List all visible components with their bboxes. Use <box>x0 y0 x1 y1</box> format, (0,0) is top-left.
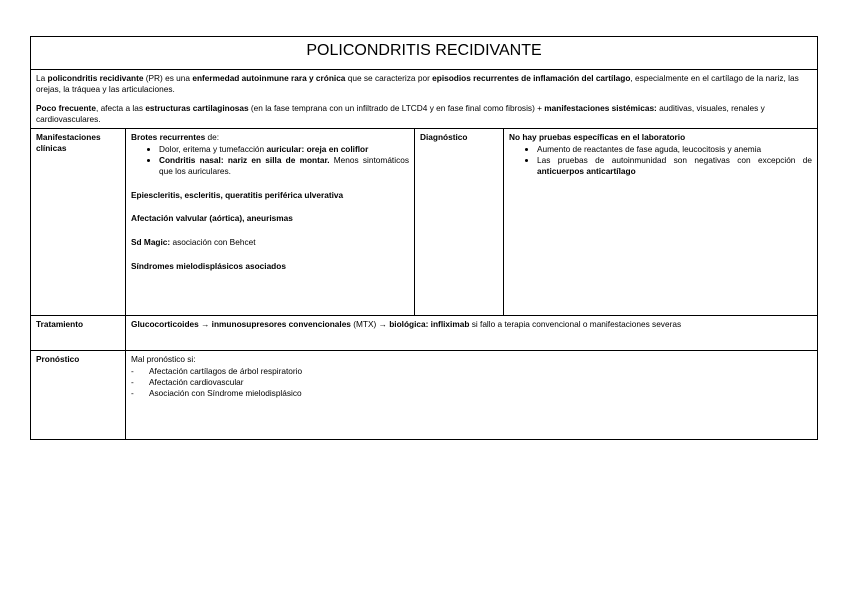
bold-text: policondritis recidivante <box>47 73 144 83</box>
tratamiento-row <box>31 315 818 350</box>
text: si fallo a terapia convencional o manifestaciones severas <box>469 318 682 329</box>
tratamiento-label: Tratamiento <box>31 315 126 350</box>
intro-cell <box>31 70 818 129</box>
text: Las pruebas de autoinmunidad son negativas con excepción de <box>537 154 813 165</box>
intro-row <box>31 70 818 129</box>
manifestaciones-content <box>126 128 415 315</box>
bold-text: Síndromes mielodisplásicos asociados <box>131 261 286 272</box>
text: Aumento de reactantes de fase aguda, leucocitosis y anemia <box>537 143 762 154</box>
list-item: - Afectación cardiovascular <box>149 377 812 388</box>
bold-text: → biológica: infliximab <box>378 318 470 329</box>
bold-text: episodios recurrentes de inflamación del cartílago <box>432 73 631 83</box>
pronostico-list <box>131 366 812 399</box>
bold-text: Sd Magic: <box>131 237 171 248</box>
epiescleritis-line <box>131 190 409 201</box>
pronostico-intro: Mal pronóstico si: <box>131 353 196 364</box>
policondritis-table <box>30 36 818 440</box>
bold-text: No hay pruebas específicas en el laboratorio <box>509 131 686 142</box>
bold-text: auricular: oreja en coliflor <box>266 143 369 154</box>
document-title: POLICONDRITIS RECIDIVANTE <box>31 37 818 70</box>
diagnostico-label: Diagnóstico <box>415 128 504 315</box>
manifestaciones-row <box>31 128 818 315</box>
pronostico-label: Pronóstico <box>31 350 126 439</box>
text: (PR) es una <box>143 73 193 83</box>
tratamiento-content <box>126 315 818 350</box>
bold-text: Glucocorticoides → inmunosupresores convencionales <box>131 318 351 329</box>
list-item <box>537 155 812 177</box>
text: (en la fase temprana con un infiltrado de LTCD4 y en fase final como fibrosis) + <box>248 102 545 113</box>
diagnostico-list <box>509 144 812 177</box>
intro-paragraph-1 <box>36 73 812 95</box>
list-item <box>537 144 812 155</box>
text: que se caracteriza por <box>345 73 433 83</box>
diagnostico-heading <box>509 132 812 143</box>
text: Dolor, eritema y tumefacción <box>159 143 267 154</box>
text: , afecta a las <box>95 102 146 113</box>
brotes-line <box>131 132 409 143</box>
intro-paragraph-2 <box>36 103 812 125</box>
bold-text: Afectación valvular (aórtica), aneurismas <box>131 213 293 224</box>
text: Menos sintomáticos que los auriculares. <box>159 154 409 176</box>
list-item: - Afectación cartílagos de árbol respiratorio <box>149 366 812 377</box>
pronostico-row <box>31 350 818 439</box>
diagnostico-content <box>504 128 818 315</box>
bold-text: Brotes recurrentes <box>131 131 206 142</box>
text: asociación con Behcet <box>170 237 256 248</box>
sindromes-line <box>131 261 409 272</box>
bold-text: Condritis nasal: nariz en silla de montar. <box>159 154 330 165</box>
bold-text: estructuras cartilaginosas <box>145 102 249 113</box>
bold-text: manifestaciones sistémicas: <box>544 102 657 113</box>
list-item <box>159 155 409 177</box>
bold-text: Epiescleritis, escleritis, queratitis periférica ulverativa <box>131 189 344 200</box>
bold-text: anticuerpos anticartílago <box>537 165 636 176</box>
sd-magic-line <box>131 237 409 248</box>
text: (MTX) <box>350 318 379 329</box>
bold-text: Poco frecuente <box>36 102 96 113</box>
text: , especialmente en el cartílago de la nariz, las orejas, la tráquea y las articulaciones. <box>36 73 799 94</box>
title-row <box>31 37 818 70</box>
valvular-line <box>131 213 409 224</box>
text: auditivas, visuales, renales y cardiovasculares. <box>36 102 765 124</box>
brotes-list <box>131 144 409 177</box>
text: de: <box>205 131 220 142</box>
list-item: - Asociación con Síndrome mielodisplásico <box>149 388 812 399</box>
pronostico-content <box>126 350 818 439</box>
manifestaciones-label: Manifestaciones clínicas <box>31 128 126 315</box>
text: La <box>36 73 48 83</box>
bold-text: enfermedad autoinmune rara y crónica <box>192 73 346 83</box>
list-item <box>159 144 409 155</box>
